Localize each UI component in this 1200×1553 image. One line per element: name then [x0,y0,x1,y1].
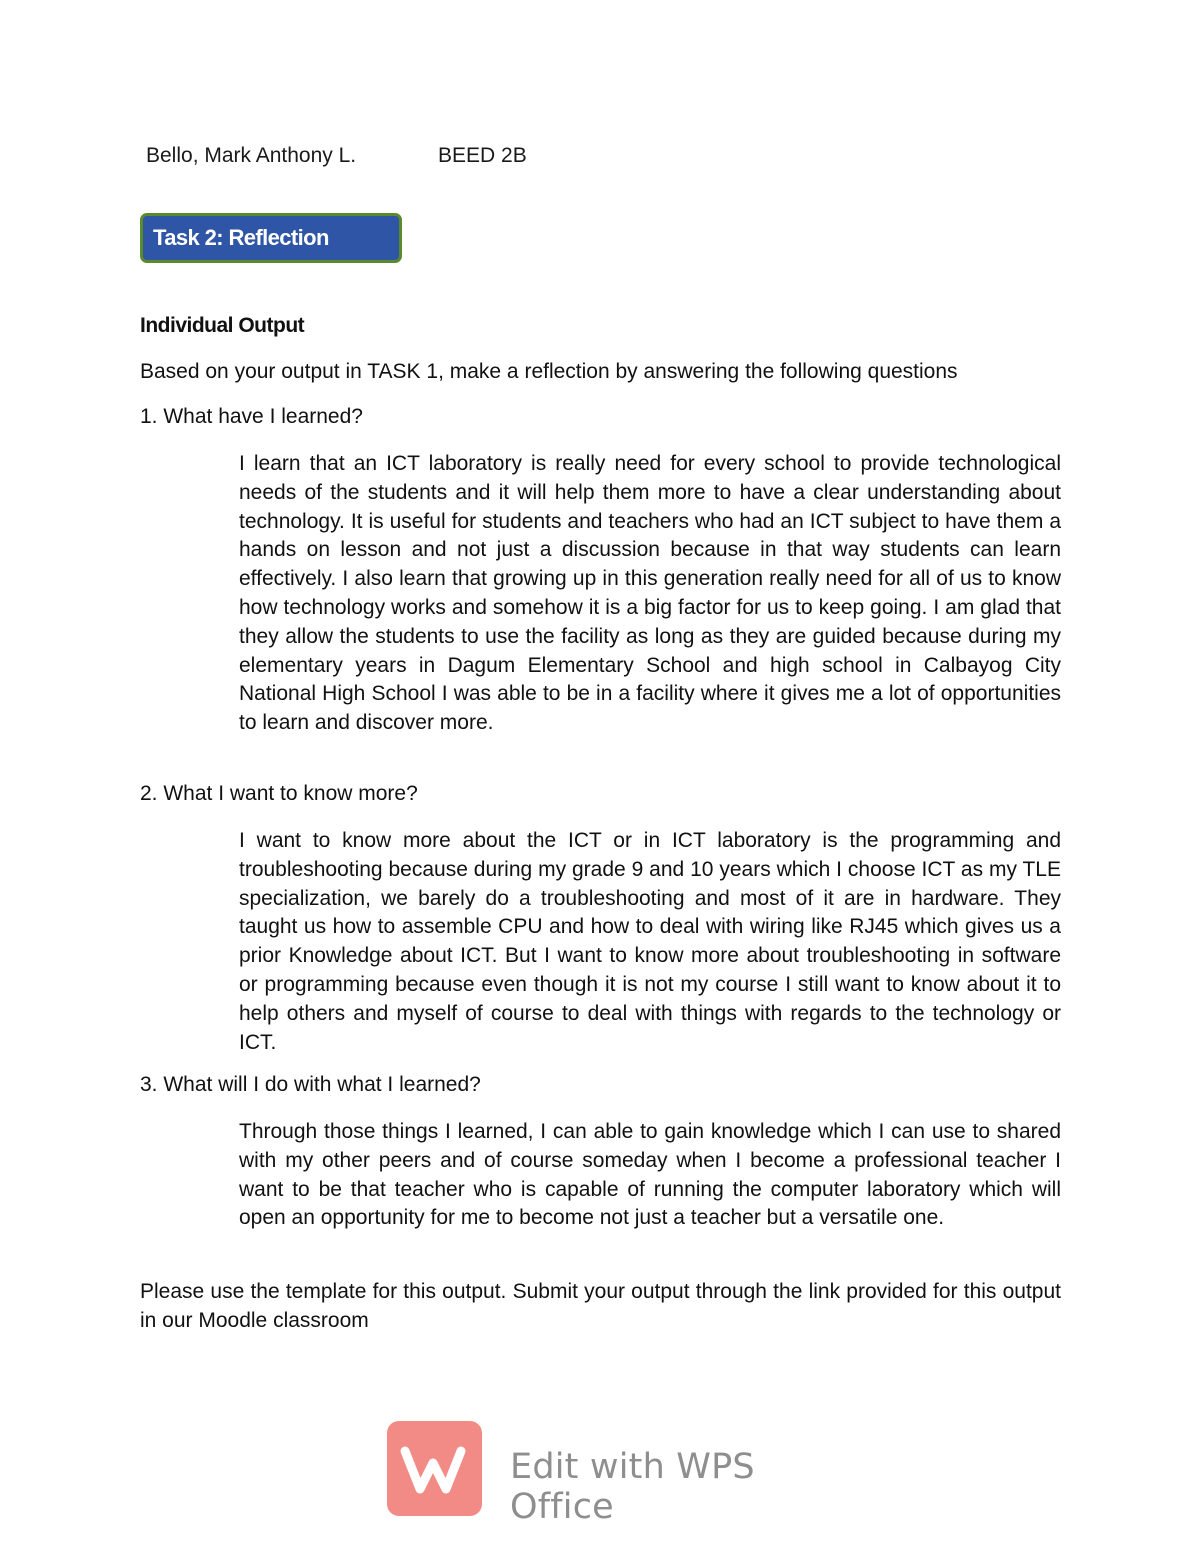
student-name: Bello, Mark Anthony L. [146,144,357,167]
section-heading: Individual Output [140,314,305,337]
wps-watermark[interactable] [387,1421,847,1527]
submission-instructions: Please use the template for this output. Submit your output through the link provided for this output in our Moodle classroom [140,1280,1061,1332]
question-2: 2. What I want to know more? [140,782,418,805]
question-3: 3. What will I do with what I learned? [140,1073,481,1096]
answer-1: I learn that an ICT laboratory is really need for every school to provide technological needs of the students and it will help them more to have a clear understanding about technology. It is useful for students and teachers who had an ICT subject to have them a hands on lesson and not just a discussion because in that way students can learn effectively. I also learn that growing up in this generation really need for all of us to know how technology works and somehow it is a big factor for us to keep going. I am glad that they allow the students to use the facility as long as they are guided because during my elementary years in Dagum Elementary School and high school in Calbayog City National High School I was able to be in a facility where it gives me a lot of opportunities to learn and discover more. [239,452,1061,735]
answer-3: Through those things I learned, I can able to gain knowledge which I can use to shared with my other peers and of course someday when I become a professional teacher I want to be that teacher who is capable of running the computer laboratory which will open an opportunity for me to become not just a teacher but a versatile one. [239,1120,1061,1230]
task-title-box: Task 2: Reflection [140,213,402,263]
section-label: BEED 2B [438,144,527,167]
instructions-text: Based on your output in TASK 1, make a reflection by answering the following questions [140,360,958,383]
wps-logo-icon [387,1421,482,1516]
question-1: 1. What have I learned? [140,405,363,428]
wps-watermark-text: Edit with WPS Office [510,1447,755,1527]
answer-2: I want to know more about the ICT or in ICT laboratory is the programming and troubleshooting because during my grade 9 and 10 years which I choose ICT as my TLE specialization, we barely do a troubleshooting and most of it are in hardware. They taught us how to assemble CPU and how to deal with wiring like RJ45 which gives us a prior Knowledge about ICT. But I want to know more about troubleshooting in software or programming because even though it is not my course I still want to know about it to help others and myself of course to deal with things with regards to the technology or ICT. [239,829,1061,1054]
